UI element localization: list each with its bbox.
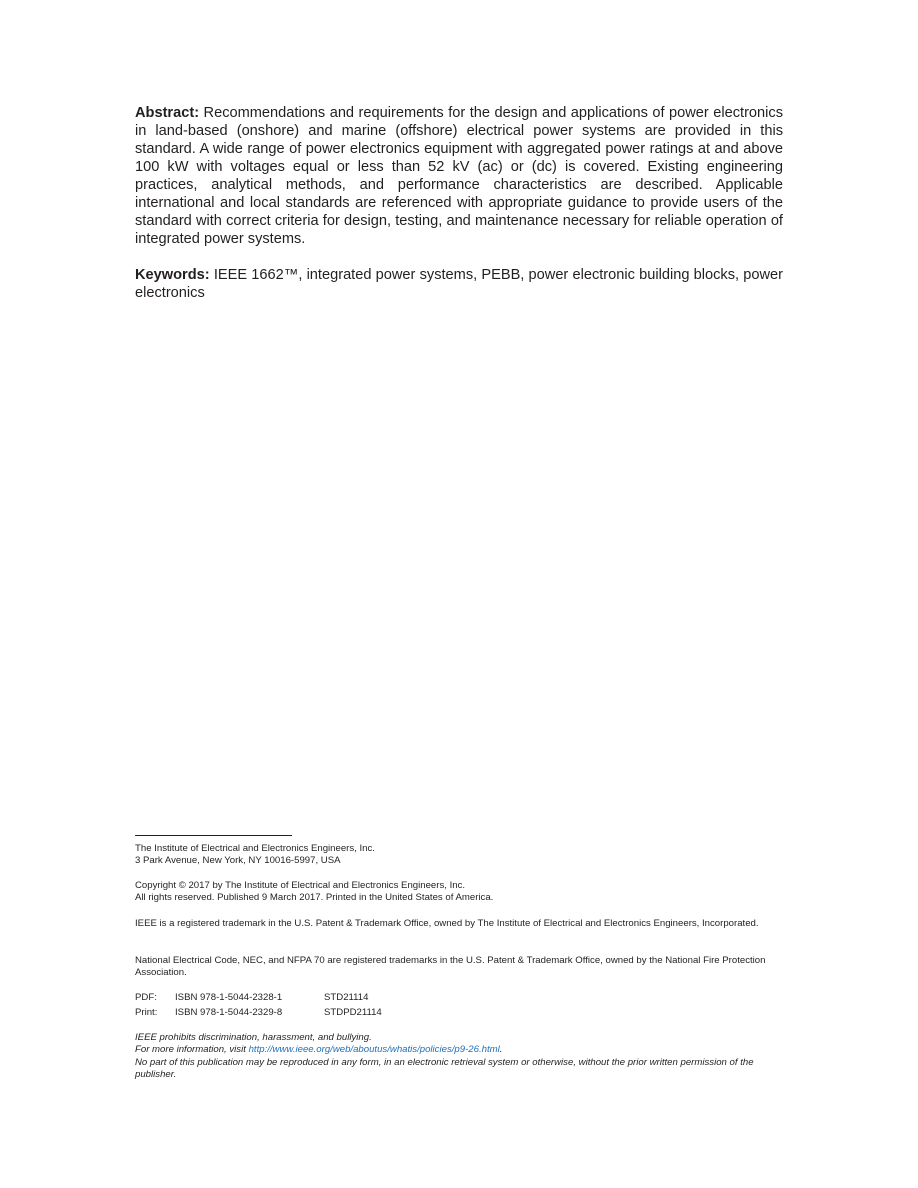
isbn-number: ISBN 978-1-5044-2329-8 [175,1007,283,1019]
isbn-format: Print: [135,1007,158,1019]
isbn-row-pdf [135,990,785,1006]
keywords-label: Keywords: [135,267,210,283]
footnote-divider [135,835,292,836]
abstract-paragraph [135,104,783,248]
isbn-format: PDF: [135,991,157,1003]
policy-line-2-prefix: For more information, visit [135,1044,249,1056]
publisher-info [135,843,785,868]
isbn-std-code: STDPD21114 [324,1007,382,1019]
nec-trademark-notice [135,955,785,980]
isbn-number: ISBN 978-1-5044-2328-1 [175,991,283,1003]
publisher-name: The Institute of Electrical and Electronics Engineers, Inc. [135,843,375,854]
abstract-section [135,104,783,302]
policy-line-1: IEEE prohibits discrimination, harassment, and bullying. [135,1032,372,1043]
isbn-std-code: STD21114 [324,991,369,1003]
publisher-address: 3 Park Avenue, New York, NY 10016-5997, USA [135,855,341,867]
policy-line-2 [135,1044,785,1056]
keywords-paragraph [135,266,783,302]
policy-notice [135,1032,785,1082]
copyright-line-2: All rights reserved. Published 9 March 2017. Printed in the United States of America. [135,892,494,904]
policy-line-3: No part of this publication may be reproduced in any form, in an electronic retrieval system or otherwise, without the prior written permission of the publisher. [135,1056,754,1081]
copyright-line-1: Copyright © 2017 by The Institute of Electrical and Electronics Engineers, Inc. [135,880,466,891]
isbn-row-print [135,1006,785,1022]
copyright-info [135,880,785,905]
keywords-text: IEEE 1662™, integrated power systems, PEBB, power electronic building blocks, power electronics [135,267,783,301]
ieee-trademark-notice [135,918,785,930]
isbn-table [135,990,785,1021]
abstract-text: Recommendations and requirements for the design and applications of power electronics in land-based (onshore) and marine (offshore) electrical power systems are provided in this standard. A wide range of power electronics equipment with aggregated power ratings at and above 100 kW with voltages equal or less than 52 kV (ac) or (dc) is covered. Existing engineering practices, analytical methods, and performance characteristics are described. Applicable international and local standards are referenced with appropriate guidance to provide users of the standard with correct criteria for design, testing, and maintenance necessary for reliable operation of integrated power systems. [135,105,783,247]
policy-line-2-suffix: . [499,1044,503,1056]
ieee-trademark-text: IEEE is a registered trademark in the U.S. Patent & Trademark Office, owned by The Institute of Electrical and Electronics Engineers, Incorporated. [135,918,759,929]
policy-link[interactable]: http://www.ieee.org/web/aboutus/whatis/policies/p9-26.html [248,1044,500,1056]
abstract-label: Abstract: [135,105,200,121]
nec-trademark-text: National Electrical Code, NEC, and NFPA 70 are registered trademarks in the U.S. Patent & Trademark Office, owned by the National Fire Protection Association. [135,955,766,979]
